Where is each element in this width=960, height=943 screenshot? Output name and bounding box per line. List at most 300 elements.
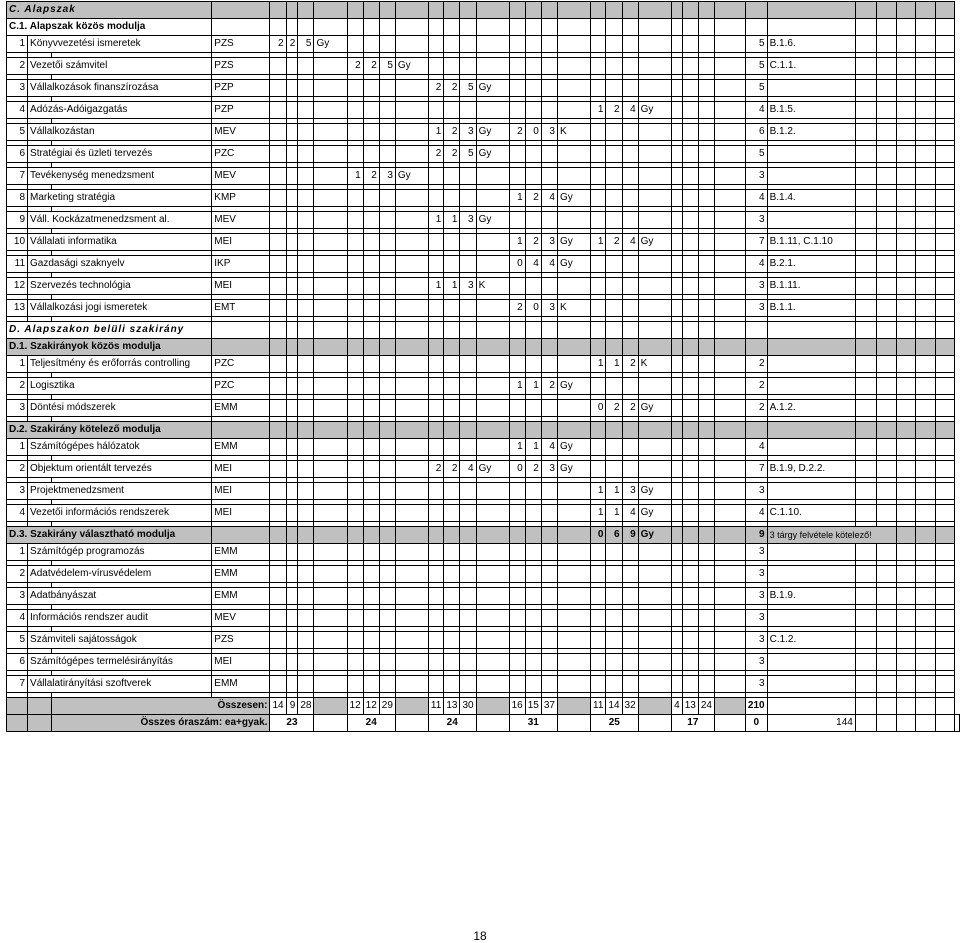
cell (347, 676, 363, 693)
course-name: Vezetői információs rendszerek (28, 505, 212, 522)
cell (270, 588, 286, 605)
cell (638, 566, 671, 583)
cell (935, 102, 954, 119)
cell (855, 715, 876, 732)
cell (363, 654, 379, 671)
cell (395, 2, 428, 19)
cell (714, 146, 745, 163)
cell (935, 588, 954, 605)
cell (855, 483, 876, 500)
cell (379, 461, 395, 478)
cell (897, 356, 916, 373)
cell (714, 19, 745, 36)
hours-cell: 0 (591, 527, 606, 544)
cell (622, 168, 638, 185)
cell (591, 190, 606, 207)
cell (591, 566, 606, 583)
course-number: 3 (7, 588, 28, 605)
prerequisite (767, 80, 855, 97)
cell (270, 212, 286, 229)
prerequisite: B.1.6. (767, 36, 855, 53)
course-name: Könyvvezetési ismeretek (28, 36, 212, 53)
cell (286, 234, 298, 251)
cell (876, 19, 897, 36)
prerequisite (767, 439, 855, 456)
course-row (7, 102, 960, 119)
section-d2-title (7, 422, 960, 439)
cell (347, 632, 363, 649)
hours-cell: 5 (298, 36, 314, 53)
cell (935, 439, 954, 456)
cell (363, 676, 379, 693)
course-number: 5 (7, 124, 28, 141)
section-c1-title (7, 19, 960, 36)
cell (682, 256, 698, 273)
hours-cell: 1 (525, 439, 541, 456)
course-row (7, 212, 960, 229)
total-value: 9 (286, 698, 298, 715)
cell (876, 566, 897, 583)
cell (460, 300, 476, 317)
cell (428, 356, 443, 373)
cell (622, 544, 638, 561)
hours-cell: 3 (541, 461, 557, 478)
cell (363, 19, 379, 36)
hours-cell: 1 (509, 234, 525, 251)
total-value: 13 (444, 698, 460, 715)
prerequisite (767, 566, 855, 583)
section-d3-title (7, 527, 960, 544)
course-row (7, 505, 960, 522)
cell (714, 339, 745, 356)
cell (935, 632, 954, 649)
course-name: Vállalkozástan (28, 124, 212, 141)
cell (557, 36, 590, 53)
cell (347, 654, 363, 671)
credit-value: 4 (745, 190, 767, 207)
cell (671, 212, 682, 229)
hours-cell: 1 (428, 212, 443, 229)
credit-value: 3 (745, 676, 767, 693)
cell (682, 300, 698, 317)
hours-cell: K (638, 356, 671, 373)
cell (897, 339, 916, 356)
cell (509, 400, 525, 417)
cell (509, 632, 525, 649)
cell (314, 146, 347, 163)
cell (395, 36, 428, 53)
credit-value: 3 (745, 588, 767, 605)
cell (638, 300, 671, 317)
hours-cell: 1 (525, 378, 541, 395)
cell (298, 339, 314, 356)
cell (682, 2, 698, 19)
cell (714, 378, 745, 395)
course-row (7, 278, 960, 295)
cell (935, 58, 954, 75)
cell (525, 632, 541, 649)
cell (606, 422, 622, 439)
course-code: MEI (212, 278, 270, 295)
cell (270, 422, 286, 439)
cell (444, 58, 460, 75)
course-name: Számítógép programozás (28, 544, 212, 561)
cell (363, 527, 379, 544)
cell (714, 505, 745, 522)
cell (638, 654, 671, 671)
total-value: 12 (347, 698, 363, 715)
cell (476, 632, 509, 649)
cell (935, 190, 954, 207)
cell (897, 715, 916, 732)
cell (395, 124, 428, 141)
course-name: Stratégiai és üzleti tervezés (28, 146, 212, 163)
hours-cell: 2 (444, 80, 460, 97)
cell (363, 356, 379, 373)
course-code: EMT (212, 300, 270, 317)
cell (395, 102, 428, 119)
cell (395, 715, 428, 732)
hours-cell: 4 (622, 505, 638, 522)
cell (379, 422, 395, 439)
cell (363, 146, 379, 163)
course-code: PZC (212, 146, 270, 163)
cell (363, 632, 379, 649)
cell (698, 300, 714, 317)
cell (916, 234, 935, 251)
cell (270, 339, 286, 356)
cell (606, 190, 622, 207)
cell (298, 654, 314, 671)
cell (314, 378, 347, 395)
cell (314, 588, 347, 605)
cell (286, 300, 298, 317)
hours-cell: Gy (557, 439, 590, 456)
cell (460, 610, 476, 627)
cell (935, 654, 954, 671)
prerequisite (767, 483, 855, 500)
prerequisite (767, 610, 855, 627)
cell (714, 278, 745, 295)
cell (767, 19, 855, 36)
cell (638, 80, 671, 97)
hours-total-value: 25 (591, 715, 639, 732)
course-name: Szervezés technológia (28, 278, 212, 295)
cell (682, 36, 698, 53)
cell (682, 461, 698, 478)
credit-value: 3 (745, 654, 767, 671)
course-code: PZC (212, 356, 270, 373)
cell (286, 124, 298, 141)
cell (314, 461, 347, 478)
cell (541, 527, 557, 544)
cell (698, 422, 714, 439)
cell (428, 378, 443, 395)
cell (682, 378, 698, 395)
course-number: 3 (7, 483, 28, 500)
cell (591, 256, 606, 273)
course-number: 4 (7, 610, 28, 627)
cell (638, 439, 671, 456)
cell (270, 400, 286, 417)
course-name: Vállalkozási jogi ismeretek (28, 300, 212, 317)
cell (395, 19, 428, 36)
hours-cell: Gy (557, 190, 590, 207)
cell (698, 378, 714, 395)
course-name: Vállalati informatika (28, 234, 212, 251)
cell (444, 527, 460, 544)
hours-cell: 2 (541, 378, 557, 395)
cell (671, 676, 682, 693)
prerequisite: B.1.9. (767, 588, 855, 605)
cell (897, 544, 916, 561)
cell (314, 234, 347, 251)
cell (379, 505, 395, 522)
course-row (7, 632, 960, 649)
course-code: MEV (212, 124, 270, 141)
course-code: MEV (212, 610, 270, 627)
cell (698, 461, 714, 478)
cell (916, 654, 935, 671)
cell (286, 505, 298, 522)
cell (606, 322, 622, 339)
hours-total-value: 17 (671, 715, 714, 732)
cell (714, 422, 745, 439)
cell (714, 234, 745, 251)
cell (541, 422, 557, 439)
total-value: 4 (671, 698, 682, 715)
hours-cell: 2 (363, 58, 379, 75)
cell (379, 483, 395, 500)
cell (476, 439, 509, 456)
cell (671, 588, 682, 605)
cell (314, 278, 347, 295)
cell (476, 58, 509, 75)
cell (876, 544, 897, 561)
prerequisite: B.2.1. (767, 256, 855, 273)
cell (557, 168, 590, 185)
cell (671, 339, 682, 356)
cell (476, 19, 509, 36)
cell (714, 544, 745, 561)
cell (444, 300, 460, 317)
course-name: Adatvédelem-vírusvédelem (28, 566, 212, 583)
cell (622, 256, 638, 273)
cell (509, 566, 525, 583)
credit-value: 7 (745, 461, 767, 478)
cell (876, 483, 897, 500)
cell (606, 124, 622, 141)
cell (509, 544, 525, 561)
cell (935, 483, 954, 500)
cell (509, 212, 525, 229)
credit-value: 5 (745, 58, 767, 75)
cell (476, 36, 509, 53)
cell (525, 422, 541, 439)
cell (460, 356, 476, 373)
cell (935, 19, 954, 36)
cell (671, 2, 682, 19)
cell (622, 58, 638, 75)
cell (428, 422, 443, 439)
cell (541, 19, 557, 36)
cell (591, 654, 606, 671)
cell (916, 278, 935, 295)
cell (314, 715, 347, 732)
cell (622, 588, 638, 605)
cell (460, 2, 476, 19)
cell (347, 256, 363, 273)
course-code: MEI (212, 505, 270, 522)
hours-cell: 2 (428, 80, 443, 97)
cell (745, 2, 767, 19)
cell (298, 610, 314, 627)
cell (916, 378, 935, 395)
cell (444, 566, 460, 583)
cell (682, 102, 698, 119)
cell (286, 566, 298, 583)
course-number: 7 (7, 168, 28, 185)
hours-cell: 1 (606, 356, 622, 373)
cell (363, 124, 379, 141)
cell (935, 146, 954, 163)
cell (395, 439, 428, 456)
cell (855, 632, 876, 649)
cell (444, 256, 460, 273)
cell (460, 58, 476, 75)
cell (698, 58, 714, 75)
cell (444, 654, 460, 671)
course-number: 12 (7, 278, 28, 295)
cell (622, 212, 638, 229)
cell (314, 527, 347, 544)
hours-cell: 2 (622, 356, 638, 373)
cell (714, 715, 745, 732)
course-number: 2 (7, 378, 28, 395)
cell (298, 632, 314, 649)
cell (557, 698, 590, 715)
cell (476, 322, 509, 339)
cell (916, 212, 935, 229)
course-name: Döntési módszerek (28, 400, 212, 417)
cell (347, 505, 363, 522)
cell (916, 356, 935, 373)
cell (286, 278, 298, 295)
hours-cell: Gy (395, 58, 428, 75)
cell (897, 234, 916, 251)
cell (714, 58, 745, 75)
cell (916, 339, 935, 356)
hours-cell: 4 (622, 102, 638, 119)
cell (935, 461, 954, 478)
cell (428, 654, 443, 671)
cell (363, 278, 379, 295)
hours-cell: 2 (444, 146, 460, 163)
cell (935, 212, 954, 229)
cell (270, 505, 286, 522)
cell (897, 80, 916, 97)
cell (270, 439, 286, 456)
cell (876, 339, 897, 356)
cell (379, 212, 395, 229)
cell (363, 566, 379, 583)
cell (460, 654, 476, 671)
course-number: 13 (7, 300, 28, 317)
section-title: D.2. Szakirány kötelező modulja (7, 422, 212, 439)
cell (606, 256, 622, 273)
cell (379, 124, 395, 141)
cell (525, 654, 541, 671)
cell (606, 588, 622, 605)
prerequisite: B.1.2. (767, 124, 855, 141)
cell (935, 378, 954, 395)
cell (714, 632, 745, 649)
cell (428, 19, 443, 36)
cell (855, 676, 876, 693)
cell (855, 36, 876, 53)
cell (916, 58, 935, 75)
cell (671, 439, 682, 456)
cell (897, 698, 916, 715)
hours-cell: Gy (557, 256, 590, 273)
cell (935, 544, 954, 561)
cell (591, 461, 606, 478)
cell (682, 610, 698, 627)
hours-cell: 2 (270, 36, 286, 53)
cell (557, 80, 590, 97)
cell (935, 36, 954, 53)
cell (855, 439, 876, 456)
cell (935, 356, 954, 373)
course-number: 3 (7, 80, 28, 97)
cell (298, 102, 314, 119)
cell (541, 36, 557, 53)
cell (28, 698, 52, 715)
cell (876, 300, 897, 317)
cell (212, 527, 270, 544)
cell (682, 212, 698, 229)
cell (379, 566, 395, 583)
section-title: D. Alapszakon belüli szakirány (7, 322, 212, 339)
cell (671, 610, 682, 627)
hours-cell: Gy (476, 124, 509, 141)
course-number: 2 (7, 566, 28, 583)
cell (525, 339, 541, 356)
cell (638, 322, 671, 339)
cell (557, 58, 590, 75)
cell (682, 356, 698, 373)
cell (460, 102, 476, 119)
course-name: Projektmenedzsment (28, 483, 212, 500)
cell (347, 378, 363, 395)
hours-total-value: 23 (270, 715, 314, 732)
cell (541, 654, 557, 671)
cell (298, 356, 314, 373)
cell (395, 278, 428, 295)
cell (916, 676, 935, 693)
cell (671, 322, 682, 339)
course-row (7, 588, 960, 605)
cell (682, 339, 698, 356)
cell (428, 190, 443, 207)
prerequisite (767, 654, 855, 671)
hours-cell: Gy (638, 483, 671, 500)
total-value: 24 (698, 698, 714, 715)
cell (682, 58, 698, 75)
cell (379, 278, 395, 295)
cell (286, 610, 298, 627)
cell (395, 356, 428, 373)
